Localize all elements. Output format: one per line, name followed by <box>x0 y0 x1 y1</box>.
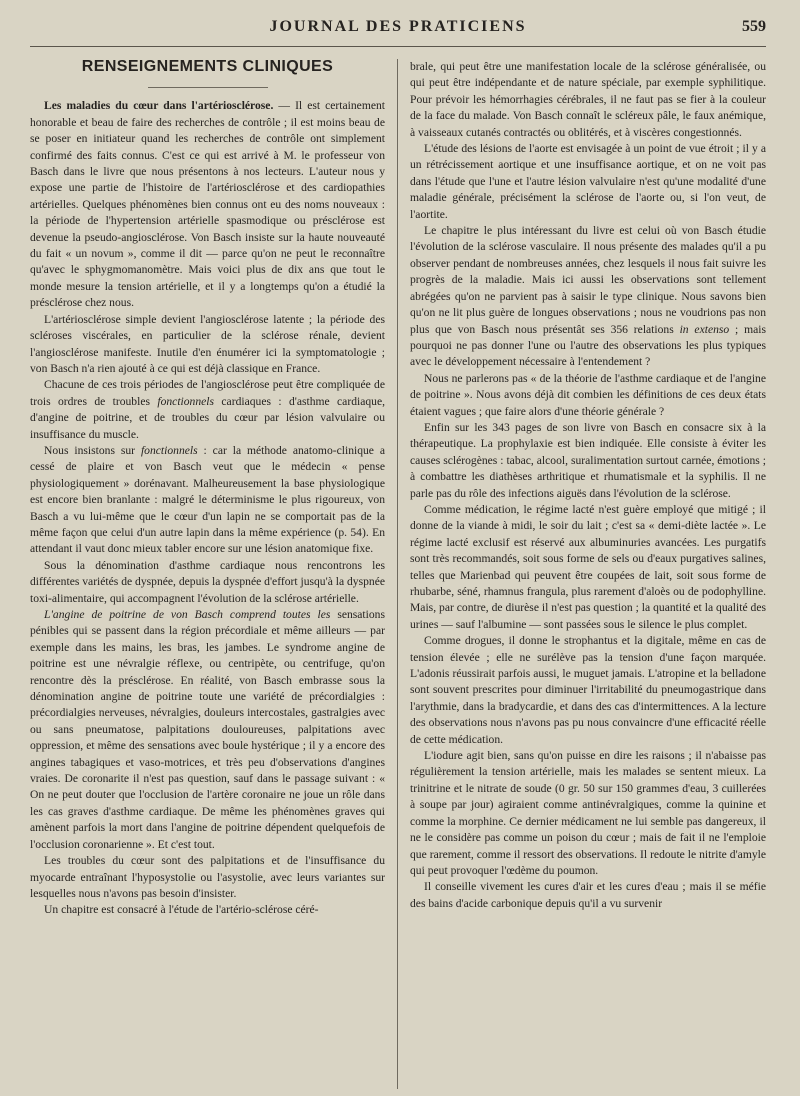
paragraph: Comme drogues, il donne le strophantus et la digitale, même en cas de tension élevée ; elle ne surélève pas la tension d'une façon marquée. L'adonis réussirait parfois aussi, le muguet jamais. L'atropine et la belladone sont souvent prescrites pour diminuer l'irritabilité du pneumogastrique dans l'arythmie, dans la bradycardie, et dans des cas d'intermittences. A la lecture des observations nous n'avons pas pu nous convaincre d'une efficacité réelle de cette médication. <box>410 634 766 746</box>
section-title: RENSEIGNEMENTS CLINIQUES <box>81 59 334 75</box>
two-column-body <box>30 59 766 1089</box>
running-head <box>30 18 766 44</box>
italic-term: fonctionnels <box>157 394 215 408</box>
page-number: 559 <box>742 18 766 35</box>
paragraph: Nous ne parlerons pas « de la théorie de l'asthme cardiaque et de l'angine de poitrine ». Nous avons déjà dit combien les définitions de ces deux états étaient vagues ; que faire alors d'une théorie générale ? <box>410 371 766 418</box>
paragraph: L'étude des lésions de l'aorte est envisagée à un point de vue étroit ; il y a un rétrécissement aortique et une insuffisance aortique, et on ne voit pas dans l'étude que l'une et l'autre lésion valvulaire n'est qu'une modalité d'une maladie générale, précisément la sclérose de l'aorte ou, si l'on veut, de l'aortite. <box>410 142 766 221</box>
paragraph: L'artériosclérose simple devient l'angiosclérose latente ; la période des scléroses viscérales, en particulier de la sclérose rénale, devient l'angiosclérose manifeste. Inutile d'en énumérer ici la symptomatologie ; von Basch n'a rien ajouté à ce qui est déjà classique en France. <box>30 312 385 375</box>
paragraph: Sous la dénomination d'asthme cardiaque nous rencontrons les différentes variétés de dyspnée, depuis la dyspnée d'effort jusqu'à la dyspnée toxi-alimentaire, qui accompagnent l'évolution de la sclérose artérielle. <box>30 558 385 605</box>
left-column <box>30 59 398 1089</box>
paragraph: Les troubles du cœur sont des palpitations et de l'insuffisance du myocarde entraînant l'hyposystolie ou l'asystolie, avec leurs variantes sur lesquelles nous n'avons pas besoin d'insister. <box>30 854 385 900</box>
paragraph: Comme médication, le régime lacté n'est guère employé que mitigé ; il donne de la viande à midi, le soir du lait ; c'est sa « demi-diète lactée ». Le régime lacté exclusif est réservé aux albuminuries avancées. Les purgatifs sont très recommandés, soit sous forme de sels ou d'eaux purgatives salines, telles que Marienbad qui peuvent être coupées de lait, soit sous forme de rhubarbe, séné, rhamnus frangula, plus rarement d'aloès ou de podophylline. Mais, par contre, de diurèse il n'est pas question ; la quantité et la qualité des urines — sauf l'albumine — sont passées sous le silence le plus complet. <box>410 502 766 631</box>
paragraph <box>410 223 766 371</box>
paragraph <box>30 98 385 311</box>
paragraph: brale, qui peut être une manifestation locale de la sclérose généralisée, ou qui peut être indépendante et de nature spéciale, par exemple syphilitique. Pour prévoir les hémorrhagies cérébrales, il ne faut pas se fier à la couleur de la face du malade. Von Basch connaît le scléreux pâle, le faux anémique, à vaisseaux cutanés contractés ou oblitérés, et à viscères congestionnés. <box>410 60 766 139</box>
paragraph <box>30 443 385 558</box>
paragraph <box>30 377 385 443</box>
paragraph-text: cardiaques : d'asthme cardiaque, d'angine de poitrine, et de troubles du cœur par lésion valvulaire ou insuffisance du muscle. <box>30 394 385 441</box>
paragraph: Un chapitre est consacré à l'étude de l'artério-sclérose céré- <box>44 903 319 917</box>
italic-term: fonctionnels <box>140 443 198 457</box>
italic-term: in extenso <box>679 322 730 336</box>
paragraph-text: — Il est certainement honorable et beau de faire des recherches de contrôle ; il est moins beau de se poser en initiateur quand les recherches de contrôle ont simplement confirmé des faits connus. C'est ce qui est arrivé à M. le professeur von Basch dans le livre que nous présentons à nos lecteurs. L'auteur nous y expose une partie de l'histoire de l'artériosclérose et des cardiopathies artérielles. Quelques phénomènes bien connus ont eu des noms nouveaux : la période de l'hypertension artérielle spasmodique ou présclérose est devenue la pseudo-angiosclérose. Von Basch insiste sur la haute nouveauté du fait « un novum », comme il dit — parce qu'on ne peut le reconnaître qu'avec le sphygmomanomètre. Mais voici plus de dix ans que tout le monde mesure la tension artérielle, et il y a longtemps qu'on a étudié la présclérose chez nous. <box>30 99 386 310</box>
right-column <box>398 59 766 1089</box>
section-rule <box>148 87 268 88</box>
paragraph-text: Le chapitre le plus intéressant du livre est celui où von Basch étudie l'évolution de la sclérose vasculaire. Il nous présente des malades qu'il a pu observer pendant de nombreuses années, chez lesquels il nous fait suivre les progrès de la maladie. Mais ici aussi les observations sont tellement abrégées qu'on ne parvient pas à saisir le type clinique. Nous savons bien qu'on ne lit plus guère de longues observations ; nous ne voudrions pas non plus que von Basch nous présentât ses 356 relations <box>410 224 766 336</box>
paragraph <box>30 607 385 853</box>
italic-lead: L'angine de poitrine de von Basch comprend toutes les <box>44 608 331 621</box>
paragraph: L'iodure agit bien, sans qu'on puisse en dire les raisons ; il n'abaisse pas régulièrement la tension artérielle, mais les malades se sentent mieux. La trinitrine et le nitrate de soude (0 gr. 50 sur 150 grammes d'eau, 3 cuillerées à soupe par jour) agiraient comme antinévralgiques, comme la quinine et comme la morphine. Ce dernier médicament ne lui semble pas dangereux, il ne le considère pas comme un poison du cœur ; mais de fait il ne l'emploie que rarement, comme il ressort des observations. Il redoute le nitrite d'amyle qui peut provoquer l'œdème du poumon. <box>410 749 766 877</box>
header-rule <box>30 46 766 47</box>
journal-title: JOURNAL DES PRATICIENS <box>269 18 527 35</box>
paragraph-text: sensations pénibles qui se passent dans la région précordiale et même ailleurs — par exemple dans les mains, les bras, les jambes. Le syndrome angine de poitrine est une névralgie réflexe, ou centripète, ou centrifuge, qu'on rencontre dès la présclérose. En réalité, von Basch embrasse sous la dénomination angine de poitrine toute une variété de précordialgies : précordialgies nerveuses, névralgies, douleurs intercostales, gastralgies avec ou sans pneumatose, palpitations douloureuses, palpitations avec oppression, et même des sensations avec boule hystérique ; il y a encore des angines tabagiques et vaso-motrices, et très peu d'observations d'angines vraies. De coronarite il n'est pas question, sauf dans le passage suivant : « On ne peut douter que l'occlusion de l'artère coronaire ne joue un rôle dans les cas graves d'asthme cardiaque. De même les phénomènes graves qui amènent parfois la mort dans l'angine de poitrine dépendent quelquefois de l'occlusion coronarienne ». Et c'est tout. <box>30 608 385 851</box>
paragraph-text: Chacune de ces trois périodes de l'angiosclérose peut être compliquée de trois ordres de troubles <box>30 378 385 408</box>
article-lead: Les maladies du cœur dans l'artériosclérose. <box>44 99 274 113</box>
paragraph-text: ; mais pourquoi ne pas donner l'une ou l'autre des observations les plus typiques avec le développement nécessaire à l'entendement ? <box>410 322 766 369</box>
paragraph: Il conseille vivement les cures d'air et les cures d'eau ; mais il se méfie des bains d'acide carbonique depuis qu'il a vu survenir <box>410 880 766 910</box>
paragraph: Enfin sur les 343 pages de son livre von Basch en consacre six à la thérapeutique. La prophylaxie est bien indiquée. Elle consiste à éviter les causes sclérogènes : tabac, alcool, suralimentation surtout carnée, émotions ; à combattre les diathèses arthritique et rhumatismale et la syphilis. Il ne parle pas du rôle des infections aiguës dans l'évolution de la sclérose. <box>410 420 766 500</box>
paragraph-text: : car la méthode anatomo-clinique a cessé de plaire et von Basch veut que le médecin « pense physiologiquement » dorénavant. Malheureusement la base physiologique est encore bien branlante : malgré le déterminisme le plus rigoureux, von Basch a vu lui-même que le cœur d'un lapin ne se comportait pas de la même façon que celui d'un autre lapin dans la même expérience (p. 54). En attendant il vaut donc mieux tabler encore sur une lésion anatomique fixe. <box>30 443 385 556</box>
paragraph-text: Nous insistons sur <box>44 443 141 457</box>
